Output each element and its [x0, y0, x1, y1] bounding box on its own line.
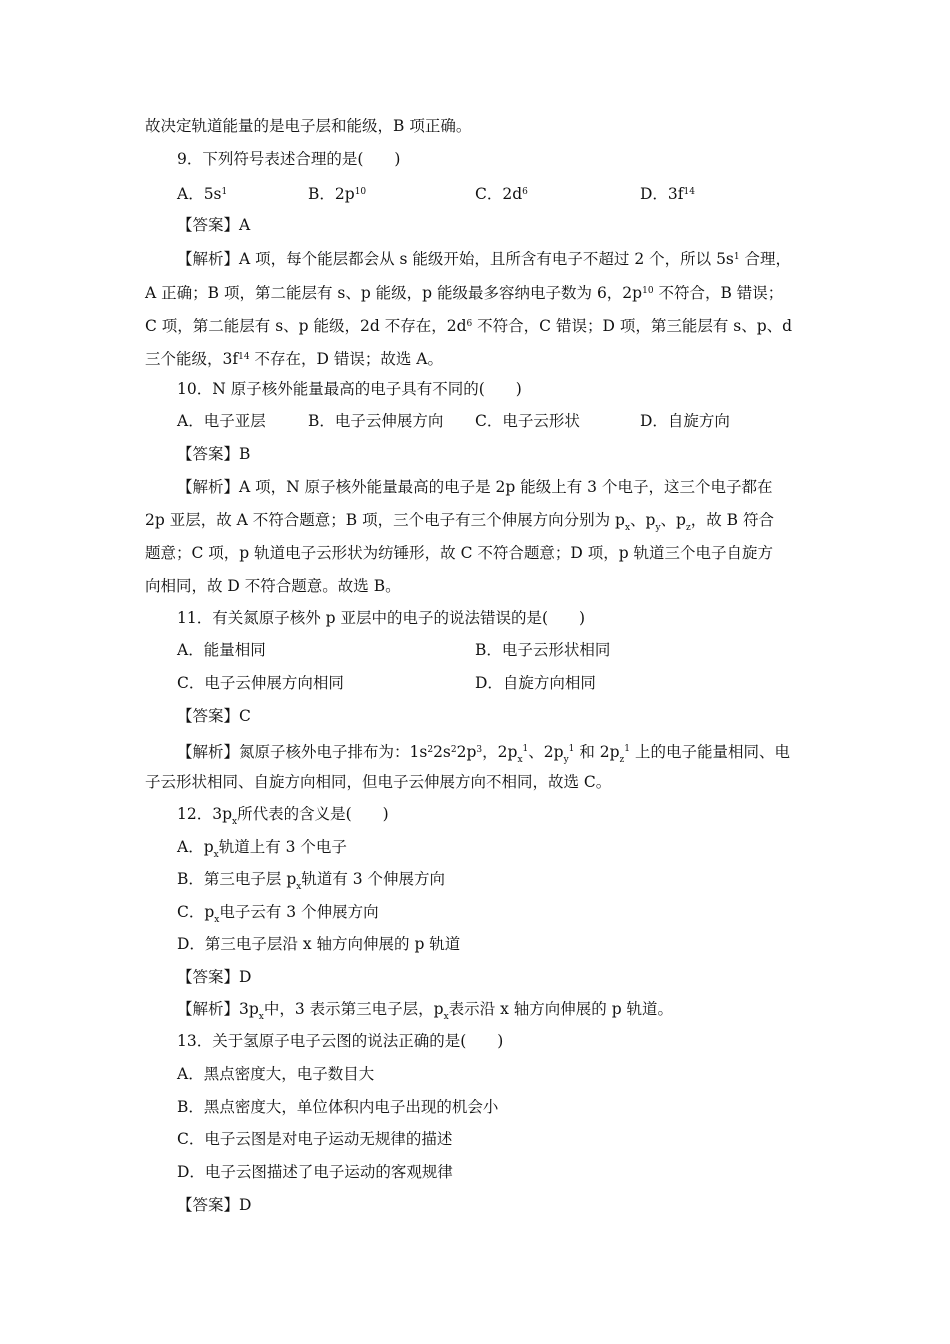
- option-a: A．电子亚层: [177, 412, 266, 430]
- option-d: D．第三电子层沿 x 轴方向伸展的 p 轨道: [177, 935, 461, 953]
- explanation-line: A 正确；B 项，第二能层有 s、p 能级，p 能级最多容纳电子数为 6，$2p^{10}$ 不符合，B 错误；: [145, 284, 784, 302]
- explanation-line: C 项，第二能层有 s、p 能级，2d 不存在，$2d^6$ 不符合，C 错误；D 项，第三能层有 s、p、d: [145, 317, 793, 335]
- option-d: D．自旋方向相同: [475, 674, 596, 692]
- text-line: 故决定轨道能量的是电子层和能级，B 项正确。: [145, 117, 472, 135]
- option-c: C．$2d^6$: [475, 185, 528, 203]
- option-d: D．$3f^{14}$: [640, 185, 695, 203]
- option-b: B．黑点密度大，单位体积内电子出现的机会小: [177, 1098, 499, 1116]
- option-d: D．电子云图描述了电子运动的客观规律: [177, 1163, 453, 1181]
- answer-9: 【答案】A: [177, 216, 251, 234]
- explanation-line: 子云形状相同、自旋方向相同，但电子云伸展方向不相同，故选 C。: [145, 773, 612, 791]
- option-c: C．电子云形状: [475, 412, 580, 430]
- option-c: C．$p_x$电子云有 3 个伸展方向: [177, 903, 379, 925]
- option-b: B．电子云伸展方向: [308, 412, 444, 430]
- option-a: A．黑点密度大，电子数目大: [177, 1065, 375, 1083]
- answer-13: 【答案】D: [177, 1196, 252, 1214]
- question-13: 13．关于氢原子电子云图的说法正确的是( ): [177, 1032, 504, 1050]
- question-9: 9．下列符号表述合理的是( ): [177, 150, 401, 168]
- option-b: B．第三电子层 $p_x$轨道有 3 个伸展方向: [177, 870, 446, 892]
- explanation-line: 题意；C 项，p 轨道电子云形状为纺锤形，故 C 不符合题意；D 项，p 轨道三个电子自旋方: [145, 544, 774, 562]
- question-12: 12．$3p_x$所代表的含义是( ): [177, 805, 389, 827]
- question-11: 11．有关氮原子核外 p 亚层中的电子的说法错误的是( ): [177, 609, 586, 627]
- answer-11: 【答案】C: [177, 707, 251, 725]
- option-c: C．电子云伸展方向相同: [177, 674, 344, 692]
- option-c: C．电子云图是对电子运动无规律的描述: [177, 1130, 453, 1148]
- explanation-line: 三个能级，$3f^{14}$ 不存在，D 错误；故选 A。: [145, 350, 443, 368]
- option-a: A．$p_x$轨道上有 3 个电子: [177, 838, 347, 860]
- explanation-line: 【解析】$3p_x$中，3 表示第三电子层，$p_x$表示沿 x 轴方向伸展的 p 轨道。: [177, 1000, 674, 1022]
- explanation-line: 2p 亚层，故 A 不符合题意；B 项，三个电子有三个伸展方向分别为 $p_x$、$p_y$、$p_z$，故 B 符合: [145, 511, 774, 533]
- explanation-line: 【解析】A 项，每个能层都会从 s 能级开始，且所含有电子不超过 2 个，所以 $5s^1$ 合理，: [177, 250, 792, 268]
- option-b: B．电子云形状相同: [475, 641, 611, 659]
- option-d: D．自旋方向: [640, 412, 730, 430]
- answer-10: 【答案】B: [177, 445, 251, 463]
- explanation-line: 向相同，故 D 不符合题意。故选 B。: [145, 577, 401, 595]
- answer-12: 【答案】D: [177, 968, 252, 986]
- explanation-line: 【解析】A 项，N 原子核外能量最高的电子是 2p 能级上有 3 个电子，这三个电子都在: [177, 478, 773, 496]
- option-a: A．$5s^1$: [177, 185, 228, 203]
- option-b: B．$2p^{10}$: [308, 185, 367, 203]
- question-10: 10．N 原子核外能量最高的电子具有不同的( ): [177, 380, 522, 398]
- option-a: A．能量相同: [177, 641, 266, 659]
- explanation-line: 【解析】氮原子核外电子排布为：$1s^22s^22p^3$，$2p_x^1$、$2p_y^1$ 和 $2p_z^1$ 上的电子能量相同、电: [177, 743, 790, 765]
